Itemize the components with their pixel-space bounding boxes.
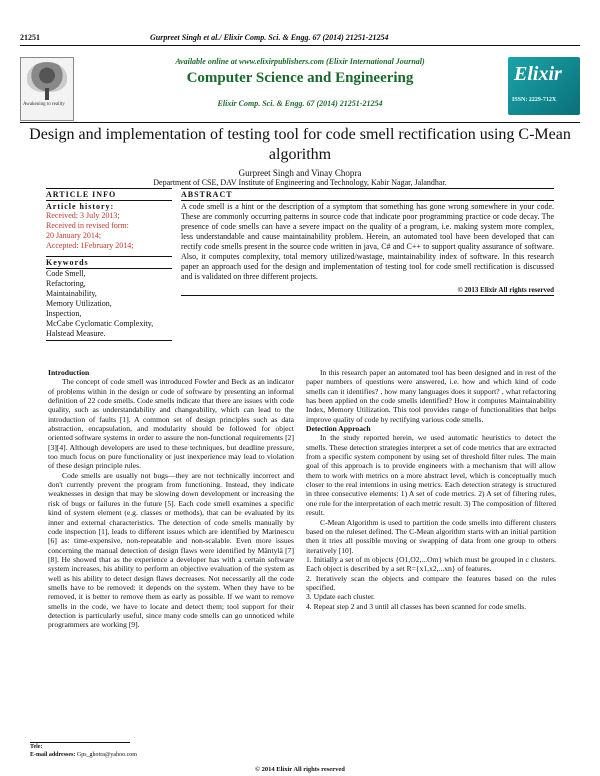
issn-label: ISSN: 2229-712X xyxy=(512,97,557,103)
article-title: Design and implementation of testing tool for code smell rectification using C-Mean algorithm xyxy=(29,126,571,163)
keyword-item: Refactoring, xyxy=(46,279,86,288)
available-online: Available online at www.elixirpublishers.com (Elixir International Journal) xyxy=(175,57,425,66)
keywords-heading: Keywords xyxy=(46,258,89,267)
body-paragraph: In this research paper an automated tool has been designed and in rest of the paper numbers of questions were answered, i.e. how and which kind of code smells can it identifies? , how many languages does it support? , what refactoring has been applied on the code smells identified? How it computes Maintainability Index, Memory Utilization. This tool provides range of functionalities that helps improve quality of code by rectifying various code smells. xyxy=(306,368,556,424)
section-heading: Introduction xyxy=(48,368,90,377)
body-paragraph: Code smells are usually not bugs—they are not technically incorrect and don't currently prevent the program from functioning. Instead, they indicate weaknesses in design that may be slowing down development or increasing the risk of bugs or failures in the future [5]. Each code smell examines a specific kind of system element (e.g. classes or methods), that can be evaluated by its inner and external characteristics. The detection of code smells manually by code inspection [1], leads to different issues which are identified by Marinescu [6] as: time-expensive, non-repeatable and non-scalable. Even more issues concerning the manual detection of design flaws were identified by Mäntylä [7][8]. He showed that as the experience a developer has with a certain software system increases, his ability to perform an objective evaluation of the system as well as his ability to detect design flaws decreases. Not necessarily all the code smells have to be removed: it depends on the system. When they have to be removed, it is better to remove them as early as possible. If we want to remove smells in the code, we have to locate and detect them; tool support for their detection is particularly useful, since many code smells can go unnoticed while programmers are working [9]. xyxy=(48,470,294,630)
algorithm-step: 4. Repeat step 2 and 3 until all classes has been scanned for code smells. xyxy=(306,601,527,611)
logo-caption: Awakening to reality xyxy=(23,102,65,107)
body-paragraph: In the study reported herein, we used automatic heuristics to detect the smells. These detection strategies interpret a set of code metrics that are extracted from a specific system component by using set of threshold filter rules. The main goal of this approach is to provide engineers with a mechanism that will allow them to work with metrics on a more abstract level, which is conceptually much closer to the real intentions in using metrics. Each detection strategy is structured in three consecutive elements: 1) A set of code metrics. 2) A set of filtering rules, one rule for the interpretation of each metric result. 3) The composition of filtered result. xyxy=(306,433,556,518)
publisher-tree-logo xyxy=(20,57,74,121)
keyword-item: Memory Utilization, xyxy=(46,299,112,308)
header-rule xyxy=(20,45,580,46)
footnote-rule xyxy=(30,742,130,743)
history-item: Accepted: 1February 2014; xyxy=(46,241,134,250)
email-line xyxy=(30,752,137,758)
page-number: 21251 xyxy=(20,33,40,42)
journal-name: Computer Science and Engineering xyxy=(186,70,414,86)
body-left-column xyxy=(48,368,294,630)
elixir-logo xyxy=(508,57,580,115)
elixir-brand: Elixir xyxy=(514,63,562,85)
keywords-list xyxy=(46,269,172,339)
article-info-heading: ARTICLE INFO xyxy=(46,190,117,199)
keyword-item: Halstead Measure. xyxy=(46,329,106,338)
section-heading: Detection Approach xyxy=(306,424,371,434)
journal-citation: Elixir Comp. Sci. & Engg. 67 (2014) 21251-21254 xyxy=(217,99,383,108)
algorithm-step: 1. Initially a set of m objects {O1,O2,...Om} which must be grouped in c clusters. Each object is described by a set R={x1,x2,...xn} of features. xyxy=(306,554,556,574)
article-affiliation: Department of CSE, DAV Institute of Engineering and Technology, Kabir Nagar, Jalandhar. xyxy=(153,178,447,187)
algorithm-step: 2. Iteratively scan the objects and compare the features based on the rules specified. xyxy=(306,573,556,592)
body-paragraph: The concept of code smell was introduced Fowler and Beck as an indicator of problems within in the design or code of software by presenting an informal definition of 22 code smells. Code smells indicate that there are issues with code quality, such as understandability and changeability, which can lead to the introduction of faults [1]. A common set of design principles such as data abstraction, encapsulation, and modularity should be followed for object oriented software systems in order to assure the non-functional requirements [2][3][4]. Although developers are used to these techniques, but deadline pressure, too much focus on pure functionality or just inexperience may lead to violation of these design principle rules. xyxy=(48,377,294,471)
keyword-item: Inspection, xyxy=(46,309,82,318)
algorithm-step: 3. Update each cluster. xyxy=(306,592,375,602)
abstract-text: A code smell is a hint or the description of a symptom that something has gone wrong somewhere in your code. These are commonly occurring patterns in source code that indicate poor programming practice or code decay. The presence of code smells can have a severe impact on the quality of a program, i.e. making system more complex, less understandable and cause maintainability problem. Herein, an automated tool have been developed that can rectify code smells present in the source code written in java, C# and C++ to support quality assurance of software. Also, it computes complexity, total memory utilized/wastage, maintainability index of software. In this research paper an approach used for the design and implementation of testing tool for code smell rectification is discussed and is validated on three different projects. xyxy=(181,202,554,281)
article-authors: Gurpreet Singh and Vinay Chopra xyxy=(238,168,362,178)
email-address[interactable]: Gps_ghotra@yahoo.com xyxy=(76,752,137,758)
keyword-item: Maintainability, xyxy=(46,289,97,298)
footer-copyright: © 2014 Elixir All rights reserved xyxy=(255,766,345,773)
keyword-item: Code Smell, xyxy=(46,269,86,278)
body-paragraph: C-Mean Algorithm is used to partition the code smells into different clusters based on the ruleset defined. The C-Mean algorithm starts with an initial partition then it tries all possible moving or swapping of data from one group to others iteratively [10]. xyxy=(306,517,556,555)
abstract-copyright: © 2013 Elixir All rights reserved xyxy=(457,286,554,294)
history-item: Received: 3 July 2013; xyxy=(46,211,120,220)
abstract-heading: ABSTRACT xyxy=(181,190,233,199)
history-item: Received in revised form: xyxy=(46,221,129,230)
email-label: E-mail addresses: xyxy=(30,752,76,758)
history-list xyxy=(46,211,172,251)
banner-rule xyxy=(20,122,580,123)
keyword-item: McCabe Cyclomatic Complexity, xyxy=(46,319,154,328)
history-item: 20 January 2014; xyxy=(46,231,102,240)
history-heading: Article history: xyxy=(46,202,115,211)
tele-label: Tele: xyxy=(30,744,43,750)
article-info xyxy=(46,188,172,341)
running-head: Gurpreet Singh et al./ Elixir Comp. Sci. & Engg. 67 (2014) 21251-21254 xyxy=(150,33,389,42)
abstract xyxy=(181,188,554,296)
body-right-column xyxy=(306,368,556,611)
journal-banner xyxy=(20,55,580,125)
